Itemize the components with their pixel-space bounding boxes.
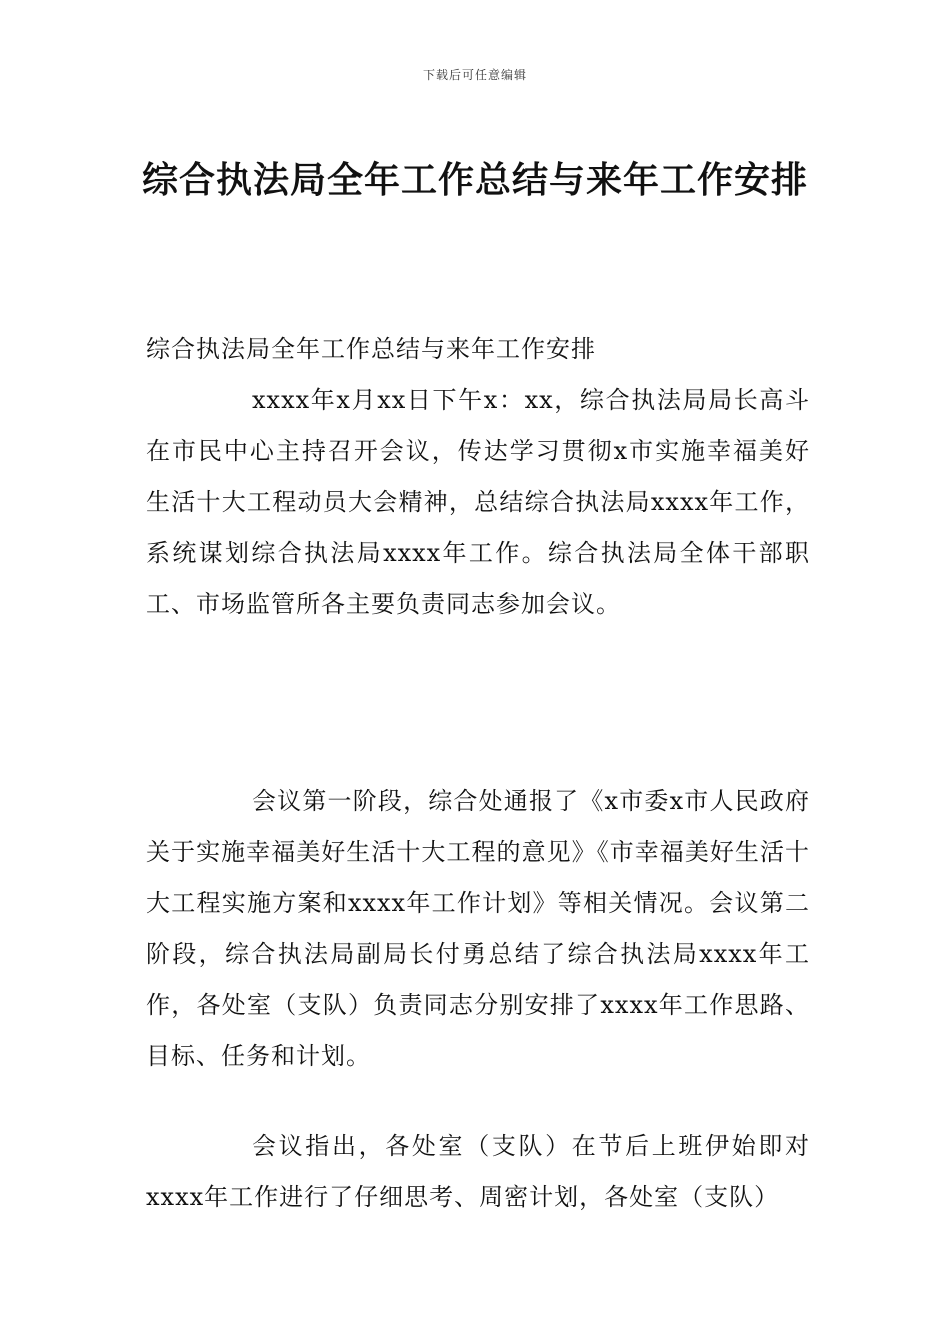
document-title: 综合执法局全年工作总结与来年工作安排	[141, 160, 808, 202]
paragraph-3: 会议指出，各处室（支队）在节后上班伊始即对xxxx年工作进行了仔细思考、周密计划，各处室（支队）	[146, 1132, 810, 1211]
paragraph-1: xxxx年x月xx日下午x：xx，综合执法局局长高斗在市民中心主持召开会议，传达学习贯彻x市实施幸福美好生活十大工程动员大会精神，总结综合执法局xxxx年工作，系统谋划综合执法局xxxx年工作。综合执法局全体干部职工、市场监管所各主要负责同志参加会议。	[146, 386, 810, 618]
paragraph-2: 会议第一阶段，综合处通报了《x市委x市人民政府关于实施幸福美好生活十大工程的意见》《市幸福美好生活十大工程实施方案和xxxx年工作计划》等相关情况。会议第二阶段，综合执法局副局长付勇总结了综合执法局xxxx年工作，各处室（支队）负责同志分别安排了xxxx年工作思路、目标、任务和计划。	[146, 787, 810, 1070]
document-subtitle: 综合执法局全年工作总结与来年工作安排	[146, 335, 596, 363]
page-header-note: 下载后可任意编辑	[422, 68, 527, 82]
